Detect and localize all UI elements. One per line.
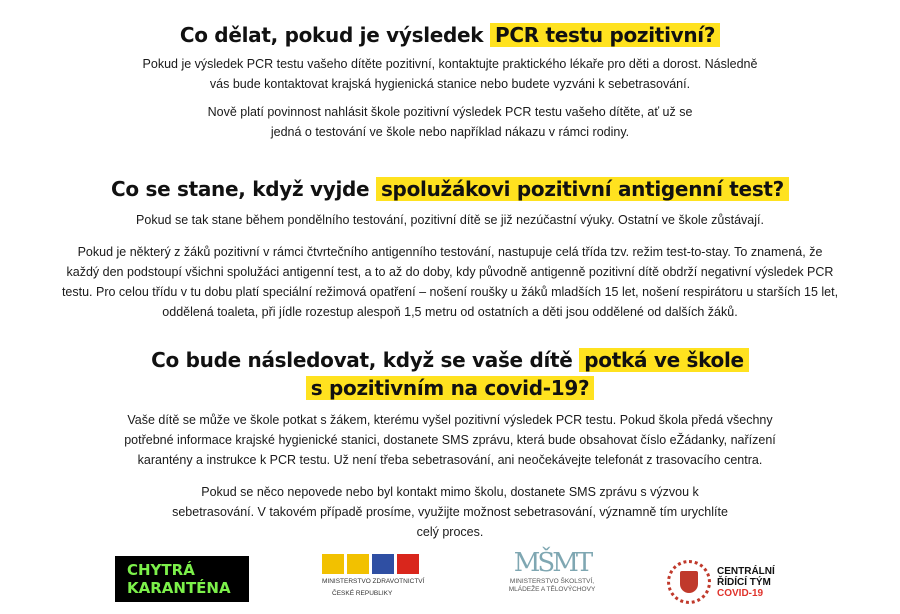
coat-of-arms-icon	[667, 560, 711, 604]
section-classmate-antigen	[0, 176, 900, 322]
section-heading: Co dělat, pokud je výsledek PCR testu pozitivní?	[0, 22, 900, 48]
paragraph: Vaše dítě se může ve škole potkat s žákem, kterému vyšel pozitivní výsledek PCR testu. Pokud škola předá všechny potřebné informace krajské hygienické stanici, dostanete SMS zprávu, která bude obsahovat číslo eŽádanky, nařízení karantény a instrukce k PCR testu. Už není třeba sebetrasování, ani neočekávejte telefonát z trasovacího centra.	[124, 413, 776, 467]
msmt-mark-icon: MŠMT	[513, 548, 591, 578]
ministry-of-education-logo: MŠMT MINISTERSTVO ŠKOLSTVÍ, MLÁDEŽE A TĚLOVÝCHOVY	[497, 548, 607, 608]
chytra-karantena-logo: CHYTRÁ KARANTÉNA	[115, 556, 249, 602]
ministry-of-health-logo: MINISTERSTVO ZDRAVOTNICTVÍ ČESKÉ REPUBLIKY	[322, 554, 432, 610]
paragraph: Nově platí povinnost nahlásit škole pozitivní výsledek PCR testu vašeho dítěte, ať už se jedná o testování ve škole nebo například nákazu v rámci rodiny.	[207, 105, 693, 139]
section-heading: Co se stane, když vyjde spolužákovi pozitivní antigenní test?	[0, 176, 900, 202]
paragraph: Pokud je výsledek PCR testu vašeho dítěte pozitivní, kontaktujte praktického lékaře pro děti a dorost. Následně vás bude kontaktovat krajská hygienická stanice nebo budete vyzváni k sebetrasování.	[142, 57, 758, 91]
paragraph: Pokud se tak stane během pondělního testování, pozitivní dítě se již nezúčastní výuky. Ostatní ve škole zůstávají.	[136, 213, 764, 227]
heading-highlight: potká ve škole	[579, 348, 749, 372]
heading-highlight: s pozitivním na covid-19?	[306, 376, 595, 400]
section-pcr-positive	[0, 22, 900, 142]
central-management-team-logo: CENTRÁLNÍ ŘÍDÍCÍ TÝM COVID-19	[667, 554, 807, 610]
heading-highlight: spolužákovi pozitivní antigenní test?	[376, 177, 789, 201]
mz-mark-icon	[322, 554, 432, 574]
paragraph: Pokud se něco nepovede nebo byl kontakt mimo školu, dostanete SMS zprávu s výzvou k sebetrasování. V takovém případě prosíme, využijte možnost sebetrasování, významně tím urychlíte celý proces.	[172, 485, 728, 539]
section-heading: Co bude následovat, když se vaše dítě potká ve škole s pozitivním na covid-19?	[0, 346, 900, 402]
section-contact-at-school	[0, 346, 900, 542]
heading-highlight: PCR testu pozitivní?	[490, 23, 720, 47]
paragraph: Pokud je některý z žáků pozitivní v rámci čtvrtečního antigenního testování, nastupuje celá třída tzv. režim test-to-stay. To znamená, že každý den podstoupí všichni spolužáci antigenní test, a to až do doby, kdy původně antigenně pozitivní dítě obdrží negativní výsledek PCR testu. Pro celou třídu v tu dobu platí speciální režimová opatření – nošení roušky u žáků mladších 15 let, nošení respirátoru u starších 15 let, oddělená toaleta, při jídle rozestup alespoň 1,5 metru od ostatních a děti jsou oddělené od dalších žáků.	[61, 245, 839, 319]
